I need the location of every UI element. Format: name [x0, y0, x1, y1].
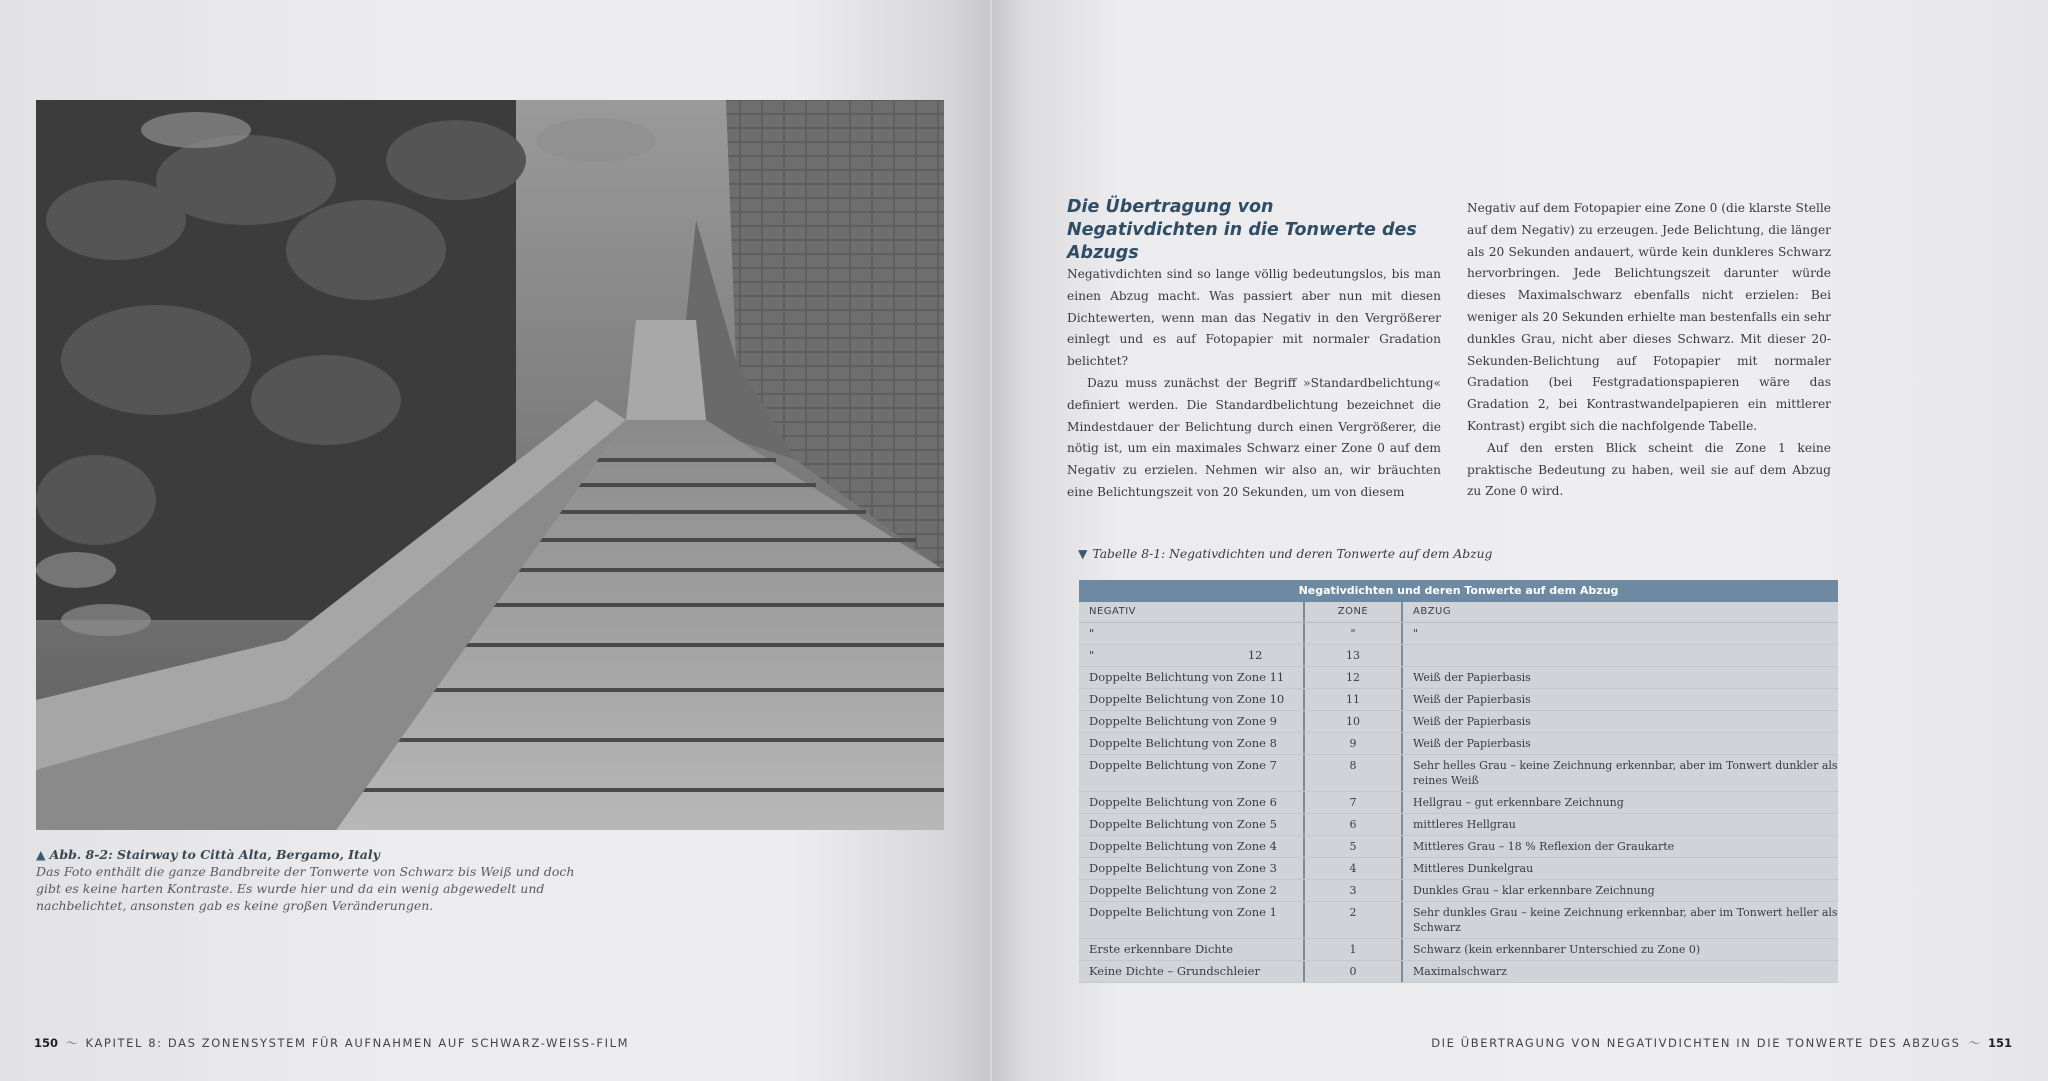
- header-zone: ZONE: [1305, 602, 1403, 622]
- cell-zone: 11: [1305, 689, 1403, 710]
- table-header-row: [1079, 602, 1838, 623]
- right-footer: [1431, 1035, 2012, 1051]
- cell-negativ: Doppelte Belichtung von Zone 6: [1079, 792, 1305, 813]
- cell-negativ: ": [1079, 623, 1305, 644]
- cell-abzug: Dunkles Grau – klar erkennbare Zeichnung: [1413, 884, 1655, 897]
- table-row: [1079, 961, 1838, 983]
- table-row: [1079, 880, 1838, 902]
- table-row: [1079, 939, 1838, 961]
- cell-zone: 9: [1305, 733, 1403, 754]
- cell-abzug: Sehr helles Grau – keine Zeichnung erkennbar, aber im Tonwert dunkler als reines Weiß: [1413, 759, 1838, 787]
- squiggle-icon: 〜: [66, 1036, 78, 1050]
- stairway-photo: [36, 100, 944, 830]
- photo-caption-text: Das Foto enthält die ganze Bandbreite der Tonwerte von Schwarz bis Weiß und doch gibt es keine harten Kontraste. Es wurde hier und da ein wenig abgewedelt und nachbelichtet, ansonsten gab es keine großen Veränderungen.: [36, 864, 575, 913]
- right-running-head: DIE ÜBERTRAGUNG VON NEGATIVDICHTEN IN DIE TONWERTE DES ABZUGS: [1431, 1036, 1961, 1050]
- cell-zone: 3: [1305, 880, 1403, 901]
- cell-abzug: Hellgrau – gut erkennbare Zeichnung: [1413, 796, 1624, 809]
- cell-zone: 4: [1305, 858, 1403, 879]
- left-page: [0, 0, 990, 1081]
- right-page-number: 151: [1987, 1036, 2012, 1050]
- table-row: [1079, 836, 1838, 858]
- cell-zone: 1: [1305, 939, 1403, 960]
- section-heading: Die Übertragung von Negativdichten in die Tonwerte des Abzugs: [1067, 197, 1417, 263]
- paragraph: Dazu muss zunächst der Begriff »Standardbelichtung« definiert werden. Die Standardbelichtung bezeichnet die Mindestdauer der Belichtung durch einen Vergrößerer, die nötig ist, um ein maximales Schwarz einer Zone 0 auf dem Negativ zu erzielen. Nehmen wir also an, wir bräuchten eine Belichtungszeit von 20 Sekunden, um von diesem: [1067, 375, 1441, 499]
- cell-abzug: [1403, 645, 1838, 666]
- cell-negativ: Doppelte Belichtung von Zone 5: [1079, 814, 1305, 835]
- paragraph: Auf den ersten Blick scheint die Zone 1 keine praktische Bedeutung zu haben, weil sie auf dem Abzug zu Zone 0 wird.: [1467, 440, 1831, 499]
- cell-negativ: Doppelte Belichtung von Zone 7: [1079, 755, 1305, 791]
- cell-zone: 6: [1305, 814, 1403, 835]
- cell-zone: 8: [1305, 755, 1403, 791]
- cell-zone: 13: [1305, 645, 1403, 666]
- table-row: [1079, 711, 1838, 733]
- cell-negativ: Doppelte Belichtung von Zone 2: [1079, 880, 1305, 901]
- photo-caption-title-text: Abb. 8-2: Stairway to Città Alta, Bergamo, Italy: [49, 847, 380, 862]
- cell-zone: 5: [1305, 836, 1403, 857]
- down-triangle-icon: ▼: [1078, 547, 1088, 561]
- cell-negativ: Doppelte Belichtung von Zone 1: [1079, 902, 1305, 938]
- header-negativ: NEGATIV: [1079, 602, 1305, 622]
- zone-table: [1079, 580, 1838, 983]
- photo-caption: [36, 846, 596, 914]
- cell-abzug: Schwarz (kein erkennbarer Unterschied zu Zone 0): [1413, 943, 1701, 956]
- cell-zone: 12: [1305, 667, 1403, 688]
- left-page-number: 150: [34, 1036, 59, 1050]
- cell-abzug: Mittleres Dunkelgrau: [1413, 862, 1534, 875]
- cell-negativ: Doppelte Belichtung von Zone 8: [1079, 733, 1305, 754]
- table-row: [1079, 689, 1838, 711]
- cell-zone: 10: [1305, 711, 1403, 732]
- cell-abzug: ": [1413, 627, 1419, 640]
- text-column-1: [1067, 264, 1441, 504]
- cell-negativ: Doppelte Belichtung von Zone 3: [1079, 858, 1305, 879]
- table-title: Negativdichten und deren Tonwerte auf dem Abzug: [1079, 580, 1838, 602]
- cell-abzug: Maximalschwarz: [1413, 965, 1507, 978]
- cell-zone: 7: [1305, 792, 1403, 813]
- table-row: [1079, 858, 1838, 880]
- table-caption-text: Tabelle 8-1: Negativdichten und deren Tonwerte auf dem Abzug: [1092, 547, 1493, 561]
- squiggle-icon: 〜: [1968, 1036, 1980, 1050]
- cell-zone: 0: [1305, 961, 1403, 982]
- table-row: [1079, 902, 1838, 939]
- cell-abzug: mittleres Hellgrau: [1413, 818, 1516, 831]
- cell-abzug: Weiß der Papierbasis: [1413, 671, 1531, 684]
- table-row: [1079, 814, 1838, 836]
- table-row: [1079, 733, 1838, 755]
- left-running-head: KAPITEL 8: DAS ZONENSYSTEM FÜR AUFNAHMEN AUF SCHWARZ-WEISS-FILM: [85, 1036, 630, 1050]
- table-row: [1079, 792, 1838, 814]
- paragraph: Negativ auf dem Fotopapier eine Zone 0 (die klarste Stelle auf dem Negativ) zu erzeugen. Jede Belichtung, die länger als 20 Sekunden andauert, würde kein dunkleres Schwarz hervorbringen. Jede Belichtungszeit darunter würde dieses Maximalschwarz ebenfalls nicht erzielen: Bei weniger als 20 Sekunden erhielte man bestenfalls ein sehr dunkles Grau, nicht aber dieses Schwarz. Mit dieser 20-Sekunden-Belichtung auf Fotopapier mit normaler Gradation (bei Festgradationspapieren wäre das Gradation 2, bei Kontrastwandelpapieren ein mittlerer Kontrast) ergibt sich die nachfolgende Tabelle.: [1467, 201, 1831, 433]
- cell-negativ: Doppelte Belichtung von Zone 9: [1079, 711, 1305, 732]
- table-row: [1079, 623, 1838, 645]
- photo-caption-title: [36, 846, 596, 863]
- cell-negativ: Doppelte Belichtung von Zone 4: [1079, 836, 1305, 857]
- cell-abzug: Weiß der Papierbasis: [1413, 693, 1531, 706]
- cell-zone: ": [1305, 623, 1403, 644]
- right-page: [992, 0, 2048, 1081]
- cell-abzug: Sehr dunkles Grau – keine Zeichnung erkennbar, aber im Tonwert heller als Schwarz: [1413, 906, 1838, 934]
- cell-abzug: Weiß der Papierbasis: [1413, 737, 1531, 750]
- paragraph: Negativdichten sind so lange völlig bedeutungslos, bis man einen Abzug macht. Was passiert aber nun mit diesen Dichtewerten, wenn man das Negativ in den Vergrößerer einlegt und es auf Fotopapier mit normaler Gradation belichtet?: [1067, 267, 1441, 369]
- cell-zone: 2: [1305, 902, 1403, 938]
- table-caption: [1078, 547, 1492, 561]
- cell-negativ: Keine Dichte – Grundschleier: [1079, 961, 1305, 982]
- cell-negativ: Doppelte Belichtung von Zone 11: [1079, 667, 1305, 688]
- table-row: [1079, 667, 1838, 689]
- text-column-2: [1467, 198, 1831, 503]
- table-body: [1079, 623, 1838, 983]
- cell-negativ: Doppelte Belichtung von Zone 10: [1079, 689, 1305, 710]
- cell-abzug: Mittleres Grau – 18 % Reflexion der Graukarte: [1413, 840, 1675, 853]
- cell-abzug: Weiß der Papierbasis: [1413, 715, 1531, 728]
- table-row: [1079, 755, 1838, 792]
- cell-negativ: " 12: [1079, 645, 1305, 666]
- cell-negativ: Erste erkennbare Dichte: [1079, 939, 1305, 960]
- up-triangle-icon: ▲: [36, 847, 46, 862]
- left-footer: [34, 1035, 629, 1051]
- table-row: [1079, 645, 1838, 667]
- header-abzug: ABZUG: [1413, 606, 1452, 617]
